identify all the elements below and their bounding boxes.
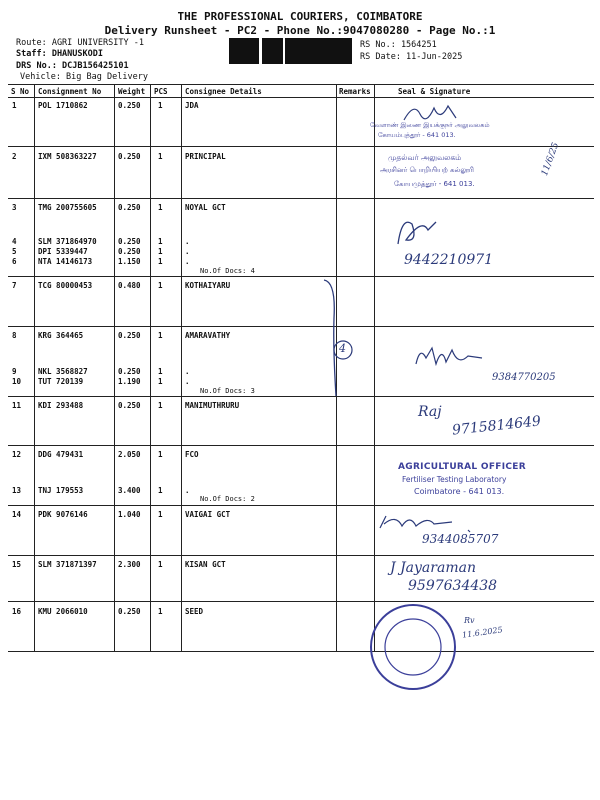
row-sno: 12 (12, 450, 22, 459)
barcode-bar (265, 38, 268, 64)
signature-row8 (412, 340, 492, 372)
barcode-bar (278, 38, 280, 64)
row-consignment: KMU 2066010 (38, 607, 88, 616)
barcode-bar (246, 38, 249, 64)
row-pcs: 1 (158, 257, 163, 266)
bracket-number: 4 (339, 342, 346, 355)
barcode-bar (312, 38, 314, 64)
row-consignment: SLM 371871397 (38, 560, 97, 569)
row-weight: 2.300 (118, 560, 141, 569)
row-consignee: JDA (185, 101, 199, 110)
row-sno: 3 (12, 203, 17, 212)
row-sno: 11 (12, 401, 22, 410)
barcode-bar (258, 38, 259, 64)
col-header: Weight (118, 87, 146, 96)
barcode-bar (303, 38, 305, 64)
row-sno: 15 (12, 560, 22, 569)
signature-jayaraman: J Jayaraman (390, 560, 476, 576)
table-top-rule (8, 84, 594, 85)
row-pcs: 1 (158, 331, 163, 340)
row-weight: 0.250 (118, 247, 141, 256)
barcode-bar (327, 38, 329, 64)
table-bottom-rule (8, 651, 594, 652)
row-consignee: MANIMUTHRURU (185, 401, 240, 410)
row-rule (8, 555, 594, 556)
row-consignee: . (185, 486, 190, 495)
row-consignee: VAIGAI GCT (185, 510, 231, 519)
row-consignment: NTA 14146173 (38, 257, 93, 266)
barcode-bar (310, 38, 311, 64)
row-consignee: AMARAVATHY (185, 331, 231, 340)
row-weight: 0.250 (118, 152, 141, 161)
principal-stamp-line3: கோயமுத்தூர் - 641 013. (394, 180, 475, 188)
row-rule (8, 396, 594, 397)
barcode-bar (281, 38, 283, 64)
row-pcs: 1 (158, 281, 163, 290)
barcode-bar (307, 38, 310, 64)
handwritten-phone-1: 9442210971 (404, 252, 494, 268)
barcode-bar (233, 38, 236, 64)
row-sno: 1 (12, 101, 17, 110)
barcode-bar (322, 38, 325, 64)
row-rule (8, 326, 594, 327)
row2-date-note: 11/6/25 (540, 141, 562, 178)
row-consignment: TMG 200755605 (38, 203, 97, 212)
row-consignee: FCO (185, 450, 199, 459)
row-consignee: . (185, 367, 190, 376)
barcode-bar (272, 38, 275, 64)
col-header: PCS (154, 87, 168, 96)
fco-stamp-line3: Coimbatore - 641 013. (414, 487, 505, 496)
barcode-bar (262, 38, 263, 64)
table-header-rule (8, 97, 594, 98)
row-pcs: 1 (158, 152, 163, 161)
barcode-bar (326, 38, 327, 64)
no-of-docs: No.Of Docs: 3 (200, 387, 255, 395)
row-rule (8, 505, 594, 506)
row-consignee: KOTHAIYARU (185, 281, 231, 290)
barcode-bar (311, 38, 312, 64)
barcode-bar (277, 38, 278, 64)
barcode-bar (268, 38, 270, 64)
row-weight: 0.250 (118, 101, 141, 110)
row-sno: 4 (12, 237, 17, 246)
barcode-bar (297, 38, 300, 64)
signature-raj: Raj (418, 404, 442, 420)
principal-stamp-line2: அரசினர் பொறியியற் கல்லூரி (380, 166, 474, 174)
barcode-bar (294, 38, 297, 64)
row-sno: 2 (12, 152, 17, 161)
barcode-bar (325, 38, 326, 64)
bracket-mark (318, 278, 358, 398)
barcode-bar (263, 38, 265, 64)
rs-number: RS No.: 1564251 (360, 40, 437, 50)
row-weight: 0.250 (118, 607, 141, 616)
col-divider (150, 84, 151, 652)
row-sno: 14 (12, 510, 22, 519)
row-pcs: 1 (158, 450, 163, 459)
barcode-bar (253, 38, 254, 64)
col-divider (114, 84, 115, 652)
fco-stamp-line1: AGRICULTURAL OFFICER (398, 462, 526, 472)
barcode-bar (346, 38, 349, 64)
handwritten-phone-3: 9715814649 (451, 413, 542, 439)
row-rule (8, 198, 594, 199)
barcode-bar (254, 38, 256, 64)
row-consignment: DPI 5339447 (38, 247, 88, 256)
row-weight: 1.190 (118, 377, 141, 386)
barcode-bar (340, 38, 343, 64)
row-pcs: 1 (158, 203, 163, 212)
row-weight: 0.250 (118, 367, 141, 376)
row-weight: 0.480 (118, 281, 141, 290)
row-weight: 0.250 (118, 237, 141, 246)
col-header: Consignment No (38, 87, 102, 96)
barcode-bar (236, 38, 239, 64)
row-rule (8, 445, 594, 446)
row-pcs: 1 (158, 377, 163, 386)
row-weight: 1.150 (118, 257, 141, 266)
principal-stamp-line1: முதல்வர் அலுவலகம் (388, 153, 462, 162)
barcode-bar (319, 38, 322, 64)
row-sno: 9 (12, 367, 17, 376)
row-pcs: 1 (158, 486, 163, 495)
col-header: Consignee Details (185, 87, 262, 96)
col-divider (181, 84, 182, 652)
row-pcs: 1 (158, 247, 163, 256)
row-consignment: NKL 3568827 (38, 367, 88, 376)
row-rule (8, 146, 594, 147)
drs-label: DRS No.: DCJB156425101 (16, 61, 129, 71)
row-consignment: SLM 371864970 (38, 237, 97, 246)
row-pcs: 1 (158, 607, 163, 616)
jda-stamp-line2: கோயம்புத்தூர் - 641 013. (378, 131, 456, 139)
barcode-bar (230, 38, 232, 64)
barcode-bar (242, 38, 245, 64)
row-sno: 16 (12, 607, 22, 616)
row-pcs: 1 (158, 401, 163, 410)
barcode-bar (252, 38, 253, 64)
barcode-bar (288, 38, 289, 64)
barcode-bar (232, 38, 233, 64)
row-consignee: SEED (185, 607, 204, 616)
barcode-bar (245, 38, 246, 64)
barcode (228, 38, 352, 66)
row-consignee: PRINCIPAL (185, 152, 226, 161)
row-consignee: . (185, 237, 190, 246)
row-weight: 0.250 (118, 203, 141, 212)
col-header: Remarks (339, 87, 371, 96)
barcode-bar (334, 38, 335, 64)
row-sno: 5 (12, 247, 17, 256)
barcode-bar (270, 38, 272, 64)
row-weight: 3.400 (118, 486, 141, 495)
barcode-bar (256, 38, 258, 64)
row-consignment: POL 1710862 (38, 101, 88, 110)
row-sno: 6 (12, 257, 17, 266)
barcode-bar (333, 38, 334, 64)
row-weight: 1.040 (118, 510, 141, 519)
col-header: S No (11, 87, 30, 96)
tnau-round-seal (366, 600, 460, 694)
barcode-bar (289, 38, 292, 64)
handwritten-phone-2: 9384770205 (492, 372, 556, 383)
barcode-bar (331, 38, 333, 64)
barcode-bar (249, 38, 252, 64)
barcode-bar (336, 38, 338, 64)
barcode-bar (329, 38, 331, 64)
staff-label: Staff: DHANUSKODI (16, 49, 103, 59)
barcode-bar (349, 38, 352, 64)
row-consignment: TNJ 179553 (38, 486, 84, 495)
row-consignment: TUT 720139 (38, 377, 84, 386)
row-pcs: 1 (158, 237, 163, 246)
barcode-bar (314, 38, 315, 64)
barcode-bar (318, 38, 319, 64)
barcode-bar (335, 38, 336, 64)
row-weight: 0.250 (118, 401, 141, 410)
company-title: THE PROFESSIONAL COURIERS, COIMBATORE (177, 10, 423, 23)
row-pcs: 1 (158, 560, 163, 569)
row-pcs: 1 (158, 367, 163, 376)
no-of-docs: No.Of Docs: 4 (200, 267, 255, 275)
row-weight: 2.050 (118, 450, 141, 459)
barcode-bar (344, 38, 346, 64)
handwritten-date: 11.6.2025 (461, 625, 504, 640)
row-consignee: KISAN GCT (185, 560, 226, 569)
col-header: Seal & Signature (398, 87, 471, 96)
barcode-bar (338, 38, 340, 64)
col-divider (34, 84, 35, 652)
row-consignee: . (185, 247, 190, 256)
row-sno: 10 (12, 377, 22, 386)
handwritten-phone-4: 9344085707 (422, 532, 499, 546)
jda-stamp-line1: வேளாண் இணை இயக்குநர் அலுவலகம் (370, 121, 490, 129)
barcode-bar (280, 38, 281, 64)
barcode-bar (315, 38, 318, 64)
barcode-bar (229, 38, 230, 64)
signature-row3 (392, 212, 442, 252)
row-consignee: . (185, 257, 190, 266)
row-consignment: PDK 9076146 (38, 510, 88, 519)
row-rule (8, 276, 594, 277)
barcode-bar (292, 38, 294, 64)
barcode-bar (275, 38, 276, 64)
handwritten-phone-5: 9597634438 (408, 578, 498, 594)
row-consignee: . (185, 377, 190, 386)
row-consignment: IXM 508363227 (38, 152, 97, 161)
fco-stamp-line2: Fertiliser Testing Laboratory (402, 475, 507, 484)
barcode-bar (343, 38, 344, 64)
barcode-bar (305, 38, 307, 64)
row-pcs: 1 (158, 510, 163, 519)
route-label: Route: AGRI UNIVERSITY -1 (16, 38, 144, 48)
rs-date: RS Date: 11-Jun-2025 (360, 52, 463, 62)
row-rule (8, 601, 594, 602)
row-consignment: TCG 80000453 (38, 281, 93, 290)
runsheet-subtitle: Delivery Runsheet - PC2 - Phone No.:9047080280 - Page No.:1 (104, 24, 496, 37)
no-of-docs: No.Of Docs: 2 (200, 495, 255, 503)
barcode-bar (285, 38, 288, 64)
barcode-bar (300, 38, 303, 64)
row-sno: 7 (12, 281, 17, 290)
row-consignee: NOYAL GCT (185, 203, 226, 212)
barcode-bar (276, 38, 277, 64)
col-divider (374, 84, 375, 652)
barcode-bar (239, 38, 242, 64)
row-sno: 8 (12, 331, 17, 340)
row-sno: 13 (12, 486, 22, 495)
row-weight: 0.250 (118, 331, 141, 340)
row-consignment: KDI 293488 (38, 401, 84, 410)
vehicle-label: Vehicle: Big Bag Delivery (20, 72, 148, 82)
row-pcs: 1 (158, 101, 163, 110)
row-consignment: KRG 364465 (38, 331, 84, 340)
seed-initials: Rv (464, 616, 475, 625)
row-consignment: DDG 479431 (38, 450, 84, 459)
